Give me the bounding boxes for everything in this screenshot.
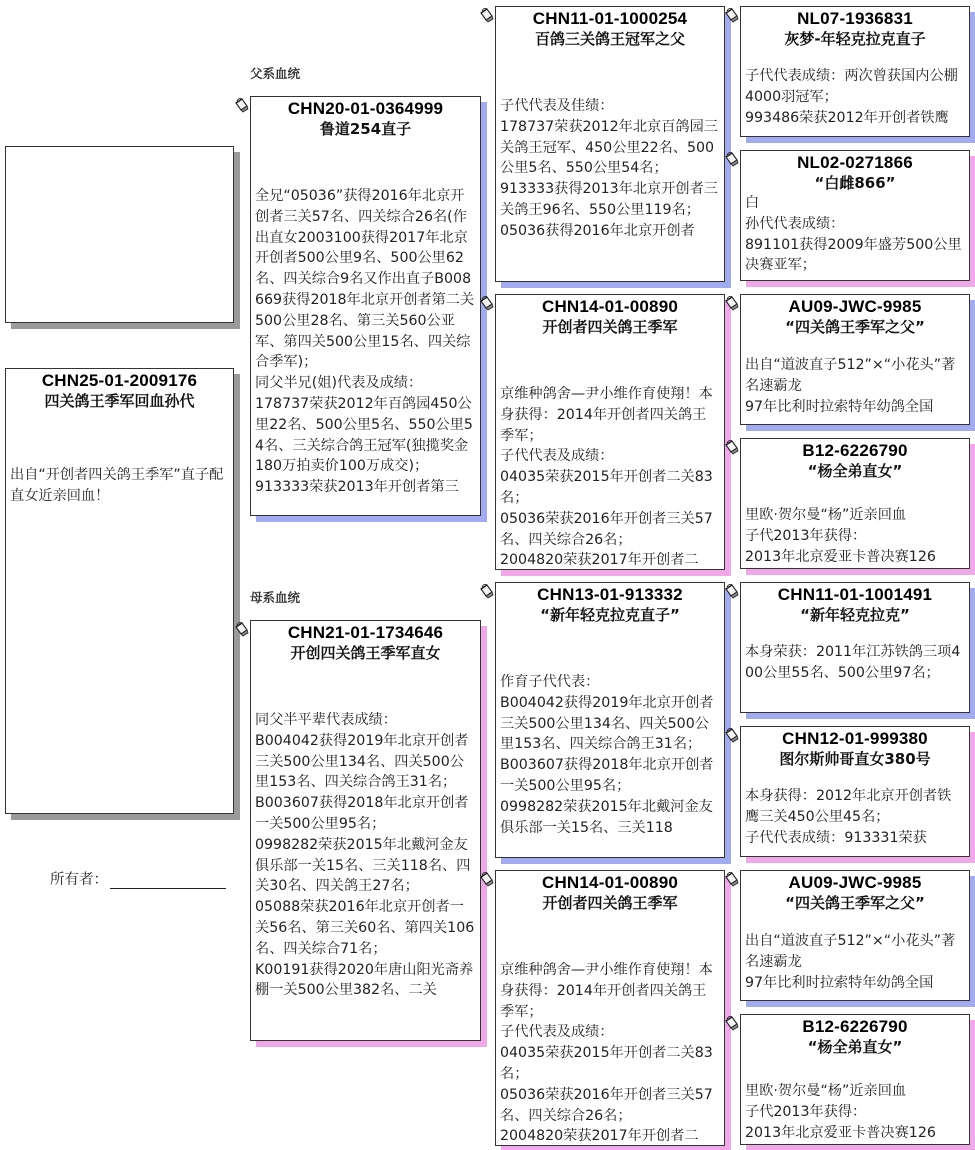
pigeon-description: 本身荣获：2011年江苏铁鸽三项400公里55名、500公里97名； xyxy=(745,644,961,681)
paint-bucket-icon[interactable] xyxy=(233,621,249,637)
ring-number: CHN11-01-1001491 xyxy=(777,585,933,604)
paint-bucket-icon[interactable] xyxy=(723,295,739,311)
paint-bucket-icon[interactable] xyxy=(723,583,739,599)
ring-number: CHN14-01-00890 xyxy=(541,873,679,892)
owner-blank-line[interactable] xyxy=(110,874,226,889)
pigeon-name: “杨全弟直女” xyxy=(807,1038,903,1056)
paint-bucket-icon[interactable] xyxy=(723,151,739,167)
photo-frame xyxy=(5,146,234,323)
sire-ring-number: CHN20-01-0364999 xyxy=(287,99,444,118)
ancestor-card[interactable] xyxy=(740,438,970,569)
pigeon-name: “四关鸽王季军之父” xyxy=(785,318,925,336)
paint-bucket-icon[interactable] xyxy=(478,583,494,599)
paint-bucket-icon[interactable] xyxy=(723,1015,739,1031)
pigeon-description: 本身获得：2012年北京开创者铁鹰三关450公里45名； 子代代表成绩：913331荣获 xyxy=(745,788,952,846)
ring-number: AU09-JWC-9985 xyxy=(788,297,922,316)
ancestor-card[interactable] xyxy=(740,294,970,425)
paint-bucket-icon[interactable] xyxy=(478,7,494,23)
ring-number: CHN12-01-999380 xyxy=(782,729,928,748)
paternal-grandsire-card[interactable] xyxy=(495,6,725,282)
ancestor-card[interactable] xyxy=(740,150,970,281)
maternal-granddam-card[interactable] xyxy=(495,870,725,1146)
pigeon-name: “白雌866” xyxy=(814,174,896,192)
pigeon-name: “杨全弟直女” xyxy=(807,462,903,480)
pigeon-description: 出自“道波直子512”×“小花头”著名速霸龙 97年比利时拉索特年幼鸽全国 xyxy=(745,357,956,415)
paint-bucket-icon[interactable] xyxy=(233,97,249,113)
paint-bucket-icon[interactable] xyxy=(723,439,739,455)
pigeon-description: 出自“道波直子512”×“小花头”著名速霸龙 97年比利时拉索特年幼鸽全国 xyxy=(745,933,956,991)
ancestor-card[interactable] xyxy=(740,870,970,1001)
paint-bucket-icon[interactable] xyxy=(723,871,739,887)
pigeon-description: 白 孙代代表成绩： 891101获得2009年盛芳500公里决赛亚军； xyxy=(745,195,962,274)
owner-field[interactable] xyxy=(50,868,226,889)
pigeon-description: 子代代表成绩：两次曾获国内公棚4000羽冠军； 993486荣获2012年开创者铁鹰 xyxy=(745,68,958,126)
paint-bucket-icon[interactable] xyxy=(723,727,739,743)
paint-bucket-icon[interactable] xyxy=(478,295,494,311)
paternal-granddam-card[interactable] xyxy=(495,294,725,570)
dam-card[interactable] xyxy=(250,620,481,1041)
ancestor-card[interactable] xyxy=(740,1014,970,1145)
ancestor-card[interactable] xyxy=(740,726,970,857)
pigeon-description: 京维种鸽舍—尹小维作育使翔！本身获得：2014年开创者四关鸽王季军； 子代代表及成绩： 04035荣获2015年开创者二关83名； 05036荣获2016年开创者三关57名、四关综合26名； 2004820荣获2017年开创者二 xyxy=(500,386,713,569)
pigeon-name: 开创者四关鸽王季军 xyxy=(542,894,678,912)
owner-label: 所有者： xyxy=(50,872,108,888)
ring-number: AU09-JWC-9985 xyxy=(788,873,922,892)
maternal-grandsire-card[interactable] xyxy=(495,582,725,858)
ring-number: CHN11-01-1000254 xyxy=(532,9,688,28)
ring-number: CHN13-01-913332 xyxy=(537,585,683,604)
ring-number: B12-6226790 xyxy=(802,1017,908,1036)
pigeon-description: 子代代表及佳绩： 178737荣获2012年北京百鸽园三关鸽王冠军、450公里22名、500公里5名、550公里54名； 913333获得2013年北京开创者三关鸽王96名、550公里119名； 05036获得2016年北京开创者 xyxy=(500,98,718,239)
subject-card[interactable] xyxy=(5,368,234,814)
pigeon-name: “四关鸽王季军之父” xyxy=(785,894,925,912)
paint-bucket-icon[interactable] xyxy=(723,7,739,23)
ancestor-card[interactable] xyxy=(740,6,970,137)
dam-line-label: 母系血统 xyxy=(250,590,301,605)
sire-card[interactable] xyxy=(250,96,481,516)
dam-description: 同父半平辈代表成绩： B004042获得2019年北京开创者三关500公里134名、四关500公里153名、四关综合鸽王31名； B003607获得2018年北京开创者一关500公里95名； 0998282荣获2015年北戴河金友俱乐部一关15名、三关118名、四关30名、四关鸽王27名； 05088荣获2016年北京开创者一关56名、第三关60名、第四关106名、四关综合71名； K00191获得2020年唐山阳光斋养棚一关500公里382名、二关 xyxy=(255,712,475,999)
pigeon-description: 作育子代代表： B004042获得2019年北京开创者三关500公里134名、四关500公里153名、四关综合鸽王31名； B003607获得2018年北京开创者一关500公里95名； 0998282荣获2015年北戴河金友俱乐部一关15名、三关118 xyxy=(500,674,714,836)
pigeon-name: 开创者四关鸽王季军 xyxy=(542,318,678,336)
sire-name: 鲁道254直子 xyxy=(319,120,412,138)
pigeon-name: “新年轻克拉克直子” xyxy=(540,606,680,624)
ring-number: B12-6226790 xyxy=(802,441,908,460)
pigeon-description: 里欧·贺尔曼“杨”近亲回血 子代2013年获得： 2013年北京爱亚卡普决赛126 xyxy=(745,507,936,565)
subject-name: 四关鸽王季军回血孙代 xyxy=(44,392,195,410)
subject-description: 出自“开创者四关鸽王季军”直子配直女近亲回血！ xyxy=(10,467,224,504)
paint-bucket-icon[interactable] xyxy=(478,871,494,887)
pigeon-name: 百鸽三关鸽王冠军之父 xyxy=(534,30,685,48)
sire-description: 全兄“05036”获得2016年北京开创者三关57名、四关综合26名(作出直女2003100获得2017年北京开创者500公里9名、500公里62名、四关综合9名又作出直子B008669获得2018年北京开创者第二关500公里28名、第三关560公亚军、第四关500公里15名、四关综合季军)； 同父半兄(姐)代表及成绩： 178737荣获2012年百鸽园450公里22名、500公里5名、550公里54名、三关综合鸽王冠军(独揽奖金180万拍卖价100万成交)； 913333荣获2013年开创者第三 xyxy=(255,188,475,496)
pigeon-name: 灰梦-年轻克拉克直子 xyxy=(784,30,926,48)
pigeon-description: 里欧·贺尔曼“杨”近亲回血 子代2013年获得： 2013年北京爱亚卡普决赛126 xyxy=(745,1083,936,1141)
pigeon-description: 京维种鸽舍—尹小维作育使翔！本身获得：2014年开创者四关鸽王季军； 子代代表及成绩： 04035荣获2015年开创者二关83名； 05036荣获2016年开创者三关57名、四关综合26名； 2004820荣获2017年开创者二 xyxy=(500,962,713,1145)
sire-line-label: 父系血统 xyxy=(250,66,301,81)
ring-number: CHN14-01-00890 xyxy=(541,297,679,316)
subject-ring-number: CHN25-01-2009176 xyxy=(41,371,198,390)
ancestor-card[interactable] xyxy=(740,582,970,713)
ring-number: NL07-1936831 xyxy=(797,9,913,28)
pigeon-name: 图尔斯帅哥直女380号 xyxy=(779,750,931,768)
ring-number: NL02-0271866 xyxy=(797,153,913,172)
pigeon-name: “新年轻克拉克” xyxy=(800,606,910,624)
dam-name: 开创四关鸽王季军直女 xyxy=(290,644,441,662)
dam-ring-number: CHN21-01-1734646 xyxy=(287,623,444,642)
